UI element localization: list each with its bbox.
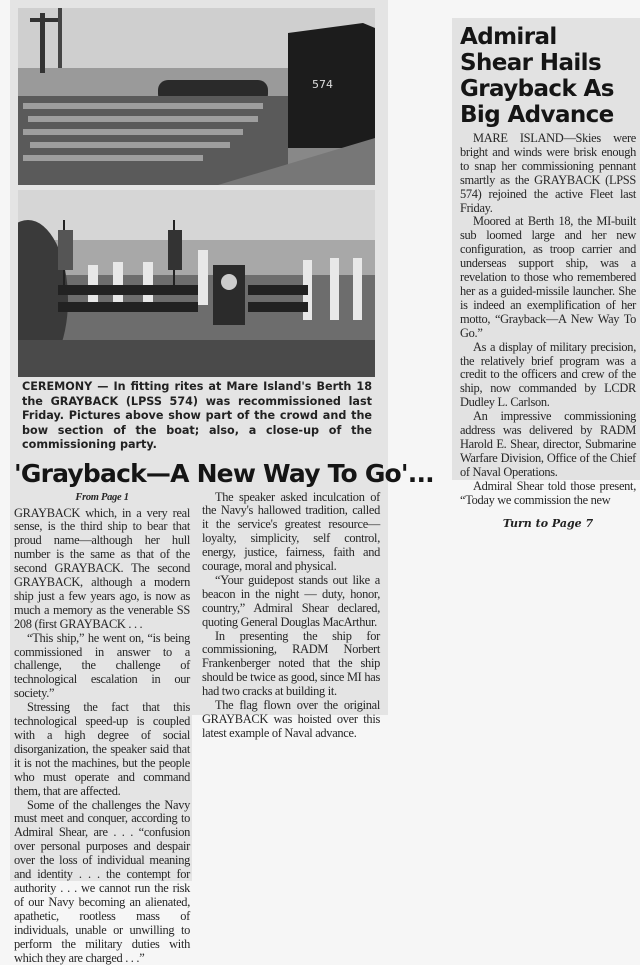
paragraph: “This ship,” he went on, “is being commissioned in answer to a challenge, the challenge of technological escalation in our society.” xyxy=(14,632,190,702)
front-article xyxy=(460,24,636,530)
paragraph: As a display of military precision, the relatively brief program was a credit to the officers and crew of the ship, now commanded by LCDR Dudley L. Carlson. xyxy=(460,341,636,411)
paragraph: “Your guidepost stands out like a beacon in the night — duty, honor, country,” Admiral Shear declared, quoting General Douglas MacArthur. xyxy=(202,574,380,630)
photo-caption: CEREMONY — In fitting rites at Mare Island's Berth 18 the GRAYBACK (LPSS 574) was recommissioned last Friday. Pictures above show part of the crowd and the bow section of the boat; also, a close-up of the commissioning party. xyxy=(22,380,372,453)
lower-section xyxy=(14,380,380,965)
paragraph: Stressing the fact that this technological speed-up is coupled with a high degree of social disorganization, the speaker said that it is not the machines, but the people who must operate and command them, that are affected. xyxy=(14,701,190,798)
continued-right-column xyxy=(202,491,380,965)
hull-number: 574 xyxy=(312,78,333,91)
front-article-body xyxy=(460,132,636,507)
paragraph: Admiral Shear told those present, “Today we commission the new xyxy=(460,480,636,508)
paragraph: An impressive commissioning address was delivered by RADM Harold E. Shear, director, Submarine Warfare Division, Office of the Chief of Naval Operations. xyxy=(460,410,636,480)
paragraph: In presenting the ship for commissioning, RADM Norbert Frankenberger noted that the ship should be twice as good, since MI has had two cracks at building it. xyxy=(202,630,380,700)
front-headline: Admiral Shear Hails Grayback As Big Advance xyxy=(460,24,636,128)
paragraph: GRAYBACK which, in a very real sense, is the third ship to bear that proud name—although her hull number is the same as that of the second GRAYBACK. The second GRAYBACK, although a modern ship just a few years ago, is now as much a memory as the venerable SS 208 (first GRAYBACK . . . xyxy=(14,507,190,632)
continued-columns xyxy=(14,491,380,965)
turn-to-page-label: Turn to Page 7 xyxy=(460,517,636,530)
continued-headline: 'Grayback—A New Way To Go'... xyxy=(14,459,380,489)
paragraph: Moored at Berth 18, the MI-built sub loomed large and her new configuration, as troop carrier and underseas support ship, was a revelation to those who remembered her as a guided-missile launcher. She is indeed an exemplification of her motto, “Grayback—A New Way To Go.” xyxy=(460,215,636,340)
photo-crowd-and-submarine xyxy=(18,8,375,185)
paragraph: MARE ISLAND—Skies were bright and winds were brisk enough to snap her commissioning pennant smartly as the GRAYBACK (LPSS 574) rejoined the active Fleet last Friday. xyxy=(460,132,636,215)
photo-commissioning-party xyxy=(18,190,375,377)
from-page-label: From Page 1 xyxy=(14,491,190,505)
continued-left-column xyxy=(14,491,190,965)
paragraph: The speaker asked inculcation of the Navy's hallowed tradition, called it the service's greatest resource—loyalty, simplicity, self control, energy, justice, fairness, faith and courage, moral and physical. xyxy=(202,491,380,574)
paragraph: Some of the challenges the Navy must meet and conquer, according to Admiral Shear, are . . . “confusion over personal purposes and despair over the loss of individual meaning and identity . . . the contempt for authority . . . we cannot run the risk of our Navy becoming an alienated, apathetic, rootless mass of individuals, unable or unwilling to perform the military duties with which they are charged . . .” xyxy=(14,799,190,965)
paragraph: The flag flown over the original GRAYBACK was hoisted over this latest example of Naval advance. xyxy=(202,699,380,741)
